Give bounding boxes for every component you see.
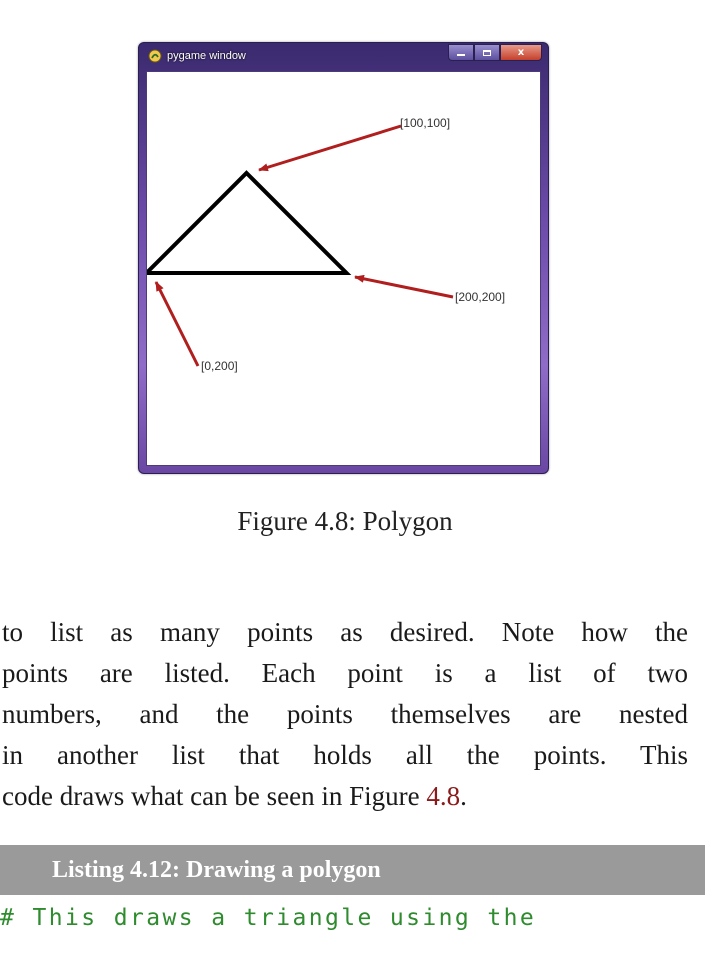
paragraph-last-line xyxy=(2,776,688,817)
minimize-icon xyxy=(457,54,465,56)
maximize-icon xyxy=(483,50,491,56)
window-title: pygame window xyxy=(167,50,246,62)
close-icon: x xyxy=(517,47,525,58)
arrow-to-point-200-200 xyxy=(355,277,453,297)
point-label-200-200: [200,200] xyxy=(455,290,506,304)
arrow-to-point-0-200 xyxy=(156,282,198,366)
arrow-to-point-100-100 xyxy=(259,126,401,170)
point-label-0-200: [0,200] xyxy=(201,359,238,373)
pygame-canvas xyxy=(146,71,541,466)
figure-caption: Figure 4.8: Polygon xyxy=(237,506,453,536)
paragraph-line-text: code draws what can be seen in Figure xyxy=(2,781,427,811)
figure-reference-link[interactable]: 4.8 xyxy=(426,781,461,811)
body-paragraph xyxy=(2,612,688,817)
maximize-button[interactable] xyxy=(474,44,500,61)
point-label-100-100: [100,100] xyxy=(400,116,451,130)
window-controls xyxy=(448,44,542,61)
paragraph-line: numbers, and the points themselves are nested xyxy=(2,699,688,729)
paragraph-trailing: . xyxy=(460,781,467,811)
paragraph-line: to list as many points as desired. Note how the xyxy=(2,617,688,647)
paragraph-line: in another list that holds all the points. This xyxy=(2,740,688,770)
listing-title-bar: Listing 4.12: Drawing a polygon xyxy=(0,845,705,895)
pygame-window xyxy=(138,42,549,474)
pygame-snake-icon xyxy=(148,49,162,63)
window-titlebar[interactable] xyxy=(139,43,548,71)
triangle-polygon xyxy=(147,173,347,273)
close-button[interactable] xyxy=(500,44,542,61)
canvas-drawing xyxy=(147,72,542,467)
paragraph-line: points are listed. Each point is a list of two xyxy=(2,658,688,688)
minimize-button[interactable] xyxy=(448,44,474,61)
code-line: # This draws a triangle using the xyxy=(0,905,537,931)
